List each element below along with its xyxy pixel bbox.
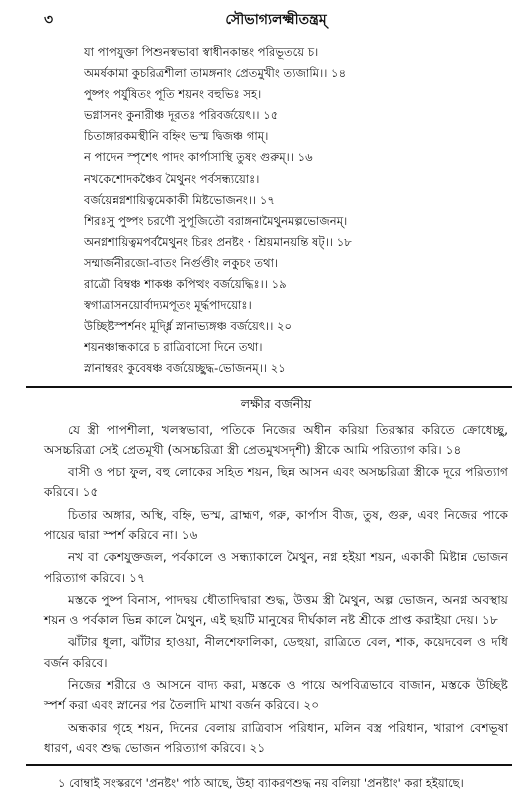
verse-line: বর্জয়েন্নগ্নশায়িত্বমেকাকী মিষ্টভোজনং।। ১৭	[84, 192, 275, 207]
verse-line: পুষ্পং পর্যুষিতং পূতি শয়নং বহুভিঃ সহ।	[84, 87, 262, 102]
verse-line: অনগ্নশায়িত্বমপর্বমৈথুনং চিরং প্রনষ্টং · শ্রিয়মানয়ন্তি ষট্‌।। ১৮	[84, 234, 352, 249]
verse-line: স্নানাম্বরং কুবেষঞ্চ বর্জয়েচ্ছুদ্ধ-ভোজনম্‌।। ২১	[84, 361, 286, 376]
translation-paragraph: নিজের শরীরে ও আসনে বাদ্য করা, মস্তকে ও পায়ে অপবিত্রভাবে বাজান, মস্তকে উচ্ছিষ্ট স্পর্শ করা এবং স্নানের পর তৈলাদি মাখা বর্জন করিবে। ২০	[44, 678, 508, 713]
verse-line: শিরঃসু পুষ্পং চরণৌ সুপূজিতৌ বরাঙ্গনামৈথুনমল্পভোজনম্‌।	[84, 213, 348, 228]
verse-line: নখকেশোদকঞ্চৈব মৈথুনং পর্বসন্ধ্যয়োঃ।	[84, 171, 260, 186]
translation-paragraph: বাসী ও পচা ফুল, বহু লোকের সহিত শয়ন, ছিন্ন আসন এবং অসচ্চরিত্রা স্ত্রীকে দূরে পরিত্যাগ করিবে। ১৫	[44, 465, 508, 500]
sanskrit-verses	[84, 42, 508, 380]
translation-paragraph: মস্তকে পুষ্প বিনাস, পাদদ্বয় ধৌতাদিদ্বারা শুদ্ধ, উত্তম স্ত্রী মৈথুন, অল্প ভোজন, অনগ্ন অবস্থায় শয়ন ও পর্বকাল ভিন্ন কালে মৈথুন, এই ছয়টি মানুষের দীর্ঘকাল নষ্ট শ্রীকে প্রাপ্ত করাইয়া দেয়। ১৮	[44, 592, 508, 628]
verse-line: রাত্রৌ বিম্বঞ্চ শাকঞ্চ কপিত্থং বর্জয়েদ্ধিঃ।। ১৯	[84, 277, 287, 292]
verse-line: অমর্ষকামা কুচরিত্রশীলা তামঙ্গনাং প্রেতমুখীং ত্যজামি।। ১৪	[84, 66, 347, 81]
section-divider	[26, 386, 512, 388]
verse-line: যা পাপযুক্তা পিশুনস্বভাবা স্বাধীনকান্তং পরিভূতয়ে চ।	[84, 45, 319, 59]
translation-body	[44, 420, 508, 759]
verse-line: ভগ্নাসনং কুনারীঞ্চ দূরতঃ পরিবর্জয়েৎ।। ১৫	[84, 108, 279, 123]
translation-paragraph: নখ বা কেশযুক্তজল, পর্বকালে ও সন্ধ্যাকালে মৈথুন, নগ্ন হইয়া শয়ন, একাকী মিষ্টান্ন ভোজন পরিত্যাগ করিবে। ১৭	[44, 550, 508, 585]
translation-paragraph: চিতার অঙ্গার, অস্থি, বহ্নি, ভস্ম, ব্রাহ্মণ, গরু, কার্পাস বীজ, তুষ, গুরু, এবং নিজের পাকে পায়ের দ্বারা স্পর্শ করিবে না। ১৬	[44, 507, 508, 542]
translation-paragraph: ঝাঁটার ধূলা, ঝাঁটার হাওয়া, নীলশেফালিকা, ডেহুয়া, রাত্রিতে বেল, শাক, কয়েদবেল ও দধি বর্জন করিবে।	[44, 635, 508, 670]
verse-line: সম্মার্জনীরজো-বাতং নির্গুণ্ডীং লকুচং তথা।	[84, 255, 279, 270]
section-heading: লক্ষীর বর্জনীয়	[240, 395, 312, 411]
verse-line: শয়নঞ্চান্ধকারে চ রাত্রিবাসো দিনে তথা।	[84, 340, 263, 355]
verse-line: স্বগাত্রাসনয়োর্বাদ্যমপূতং মূর্দ্ধপাদয়োঃ।	[84, 298, 252, 313]
footnote: ১ বোম্বাই সংস্করণে 'প্রনষ্টং' পাঠ আছে, উহা ব্যাকরণশুদ্ধ নয় বলিয়া 'প্রনষ্টাং' করা হইয়াছে।	[58, 776, 464, 791]
footnote-divider	[26, 764, 512, 766]
verse-line: চিতাঙ্গারকমস্থীনি বহ্নিং ভস্ম দ্বিজঞ্চ গাম্‌।	[84, 129, 269, 144]
page-number: ৩	[44, 12, 54, 28]
translation-paragraph: অন্ধকার গৃহে শয়ন, দিনের বেলায় রাত্রিবাস পরিধান, মলিন বস্ত্র পরিধান, খারাপ বেশভূষা ধারণ, এবং শুদ্ধ ভোজন পরিত্যাগ করিবে। ২১	[44, 720, 508, 755]
verse-line: উচ্ছিষ্টস্পর্শনং মূর্দ্ধ্নি স্নানাভ্যঙ্গঞ্চ বর্জয়েৎ।। ২০	[84, 319, 293, 334]
page-header	[44, 8, 508, 30]
translation-paragraph: যে স্ত্রী পাপশীলা, খলস্বভাবা, পতিকে নিজের অধীন করিয়া তিরস্কার করিতে ক্রোধেচ্ছু, অসচ্চরিত্রা সেই প্রেতমূখী (অসচ্চরিত্রা স্ত্রী প্রেতমুখসদৃশী) স্ত্রীকে আমি পরিত্যাগ করি। ১৪	[44, 422, 508, 457]
verse-line: ন পাদেন স্পৃশেৎ পাদং কার্পাসাস্থি তুষং গুরুম্‌।। ১৬	[84, 150, 313, 165]
running-title: সৌভাগ্যলক্ষ্মীতন্ত্রম্‌	[225, 12, 327, 28]
